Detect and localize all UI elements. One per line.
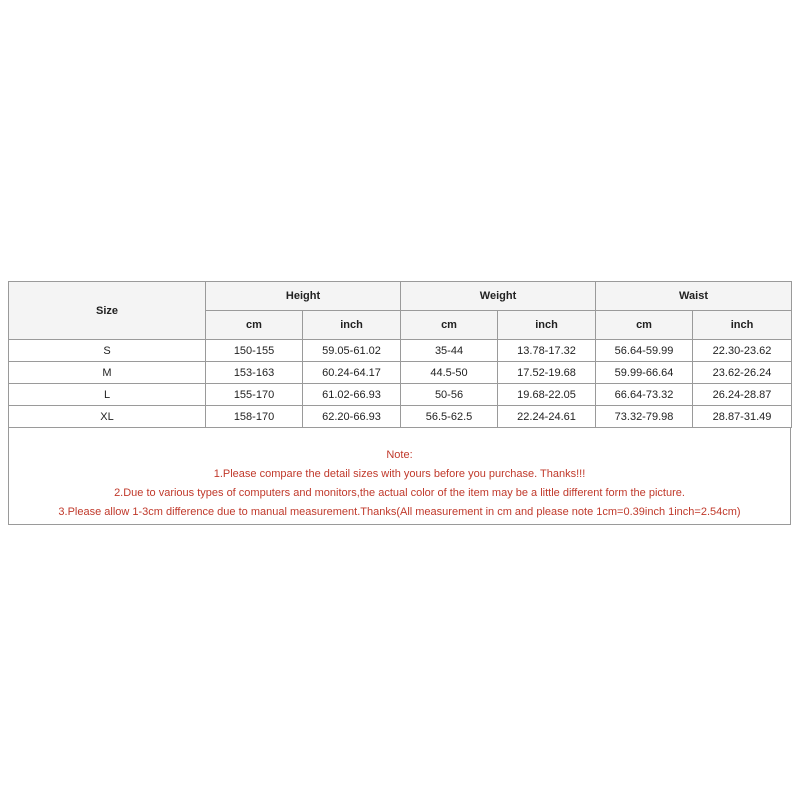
table-cell: 22.30-23.62 — [693, 340, 792, 362]
table-cell: 150-155 — [206, 340, 303, 362]
table-cell: 17.52-19.68 — [498, 362, 596, 384]
table-cell: 44.5-50 — [401, 362, 498, 384]
table-row — [9, 340, 792, 362]
size-cell: L — [9, 384, 206, 406]
unit-header: inch — [693, 311, 792, 340]
size-cell: S — [9, 340, 206, 362]
size-cell: XL — [9, 406, 206, 428]
note-title: Note: — [386, 449, 413, 461]
unit-header: cm — [596, 311, 693, 340]
table-cell: 61.02-66.93 — [303, 384, 401, 406]
table-cell: 19.68-22.05 — [498, 384, 596, 406]
table-cell: 59.05-61.02 — [303, 340, 401, 362]
table-cell: 73.32-79.98 — [596, 406, 693, 428]
table-cell: 22.24-24.61 — [498, 406, 596, 428]
unit-header: cm — [206, 311, 303, 340]
unit-header: inch — [498, 311, 596, 340]
table-cell: 50-56 — [401, 384, 498, 406]
group-header-height: Height — [206, 282, 401, 311]
table-cell: 28.87-31.49 — [693, 406, 792, 428]
table-cell: 153-163 — [206, 362, 303, 384]
size-chart — [8, 281, 791, 525]
table-cell: 60.24-64.17 — [303, 362, 401, 384]
table-cell: 23.62-26.24 — [693, 362, 792, 384]
notes-box — [8, 428, 791, 525]
note-line-3: 3.Please allow 1-3cm difference due to manual measurement.Thanks(All measurement in cm and please note 1cm=0.39inch 1inch=2.54cm) — [58, 506, 741, 518]
note-line-2: 2.Due to various types of computers and monitors,the actual color of the item may be a little different form the picture. — [114, 487, 685, 499]
unit-header: inch — [303, 311, 401, 340]
table-cell: 59.99-66.64 — [596, 362, 693, 384]
size-cell: M — [9, 362, 206, 384]
table-cell: 158-170 — [206, 406, 303, 428]
table-cell: 155-170 — [206, 384, 303, 406]
table-cell: 62.20-66.93 — [303, 406, 401, 428]
table-row — [9, 406, 792, 428]
table-row — [9, 384, 792, 406]
group-header-weight: Weight — [401, 282, 596, 311]
table-cell: 26.24-28.87 — [693, 384, 792, 406]
size-table — [8, 281, 792, 428]
table-row — [9, 362, 792, 384]
header-row-groups — [9, 282, 792, 311]
table-cell: 66.64-73.32 — [596, 384, 693, 406]
group-header-waist: Waist — [596, 282, 792, 311]
table-cell: 13.78-17.32 — [498, 340, 596, 362]
table-cell: 56.64-59.99 — [596, 340, 693, 362]
size-header: Size — [9, 282, 206, 340]
table-cell: 35-44 — [401, 340, 498, 362]
note-line-1: 1.Please compare the detail sizes with yours before you purchase. Thanks!!! — [213, 468, 586, 480]
unit-header: cm — [401, 311, 498, 340]
table-cell: 56.5-62.5 — [401, 406, 498, 428]
